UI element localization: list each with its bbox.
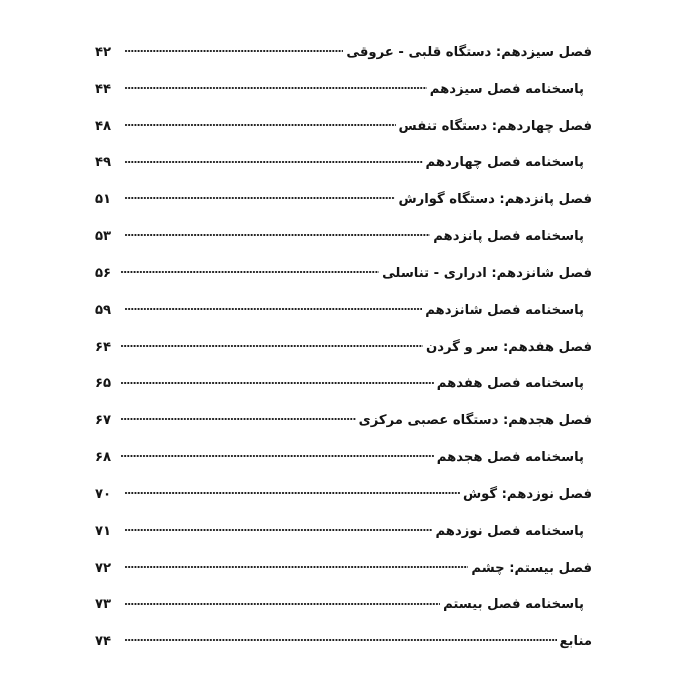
toc-row[interactable] <box>95 592 592 629</box>
toc-dot-leader <box>121 408 356 424</box>
toc-dot-leader <box>125 150 423 166</box>
toc-dot-leader <box>125 224 430 240</box>
toc-row[interactable] <box>95 150 592 187</box>
toc-entry-page-number: ۵۱ <box>95 192 112 208</box>
toc-entry-title: فصل هجدهم: دستگاه عصبی مرکزی <box>358 413 592 429</box>
toc-entry-page-number: ۷۳ <box>95 597 112 613</box>
toc-dot-leader <box>125 114 396 130</box>
toc-entry-page-number: ۶۸ <box>95 450 112 466</box>
toc-entry-page-number: ۷۰ <box>95 486 112 502</box>
toc-entry-title: فصل نوزدهم: گوش <box>462 486 592 502</box>
toc-entry-title: فصل بیستم: چشم <box>471 560 592 576</box>
toc-entry-title: فصل چهاردهم: دستگاه تنفس <box>398 118 592 134</box>
toc-entry-page-number: ۴۴ <box>95 81 112 97</box>
toc-dot-leader <box>125 40 343 56</box>
toc-entry-title: پاسخنامه فصل هجدهم <box>436 450 584 466</box>
toc-dot-leader <box>125 592 440 608</box>
toc-entry-title: پاسخنامه فصل بیستم <box>443 597 584 613</box>
toc-dot-leader <box>125 187 395 203</box>
toc-row[interactable] <box>95 408 592 445</box>
toc-entry-page-number: ۷۴ <box>95 634 112 650</box>
toc-entry-page-number: ۴۲ <box>95 45 112 60</box>
toc-row[interactable] <box>95 556 592 593</box>
toc-entry-title: فصل سیزدهم: دستگاه قلبی - عروقی <box>346 45 592 60</box>
toc-entry-page-number: ۵۶ <box>95 265 112 281</box>
toc-entry-page-number: ۴۹ <box>95 155 112 171</box>
toc-entry-page-number: ۷۲ <box>95 560 112 576</box>
toc-entry-title: پاسخنامه فصل هفدهم <box>436 376 584 392</box>
toc-entry-page-number: ۶۷ <box>95 413 112 429</box>
toc-dot-leader <box>125 519 432 535</box>
toc-row[interactable] <box>95 519 592 556</box>
toc-dot-leader <box>125 298 422 314</box>
toc-entry-title: پاسخنامه فصل پانزدهم <box>433 229 584 245</box>
toc-dot-leader <box>121 261 379 277</box>
toc-dot-leader <box>125 556 468 572</box>
toc-row[interactable] <box>95 371 592 408</box>
toc-entry-title: پاسخنامه فصل شانزدهم <box>425 302 584 318</box>
toc-entry-page-number: ۴۸ <box>95 118 112 134</box>
toc-entry-title: فصل شانزدهم: ادراری - تناسلی <box>382 265 592 281</box>
toc-entry-title: پاسخنامه فصل سیزدهم <box>429 81 584 97</box>
toc-row[interactable] <box>95 40 592 77</box>
toc-entry-page-number: ۷۱ <box>95 523 112 539</box>
toc-row[interactable] <box>95 187 592 224</box>
toc-entry-title: پاسخنامه فصل چهاردهم <box>425 155 584 171</box>
toc-dot-leader <box>121 335 423 351</box>
toc-row[interactable] <box>95 261 592 298</box>
toc-entry-page-number: ۵۹ <box>95 302 112 318</box>
toc-entry-page-number: ۵۳ <box>95 229 112 245</box>
toc-row[interactable] <box>95 482 592 519</box>
toc-row[interactable] <box>95 335 592 372</box>
toc-row[interactable] <box>95 298 592 335</box>
toc-row[interactable] <box>95 77 592 114</box>
toc-list <box>95 40 592 666</box>
toc-entry-page-number: ۶۴ <box>95 339 112 355</box>
toc-entry-title: فصل هفدهم: سر و گردن <box>425 339 592 355</box>
toc-row[interactable] <box>95 114 592 151</box>
toc-dot-leader <box>125 77 427 93</box>
toc-entry-title: منابع <box>559 634 592 650</box>
toc-entry-page-number: ۶۵ <box>95 376 112 392</box>
toc-row[interactable] <box>95 224 592 261</box>
toc-dot-leader <box>121 371 434 387</box>
toc-dot-leader <box>121 445 434 461</box>
toc-row[interactable] <box>95 629 592 666</box>
toc-entry-title: فصل پانزدهم: دستگاه گوارش <box>398 192 592 208</box>
toc-dot-leader <box>125 482 460 498</box>
toc-row[interactable] <box>95 445 592 482</box>
toc-dot-leader <box>125 629 557 645</box>
toc-entry-title: پاسخنامه فصل نوزدهم <box>435 523 584 539</box>
